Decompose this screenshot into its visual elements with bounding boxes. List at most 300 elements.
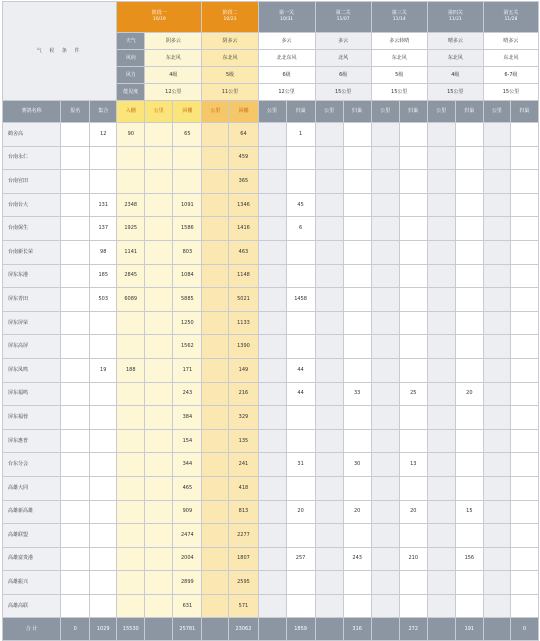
cell-value: [145, 547, 173, 571]
weather-value: 15公里: [427, 84, 483, 101]
total-value: [427, 618, 455, 641]
cell-value: [258, 217, 286, 241]
cell-value: [510, 406, 538, 430]
cell-value: 44: [286, 382, 315, 406]
cell-value: 503: [90, 288, 117, 312]
cell-value: 20: [286, 500, 315, 524]
column-header: 公里: [483, 101, 510, 123]
table-row: [3, 311, 539, 335]
column-header: 公里: [258, 101, 286, 123]
cell-value: [145, 382, 173, 406]
cell-value: [202, 264, 229, 288]
cell-value: 5021: [229, 288, 258, 312]
table-row: [3, 406, 539, 430]
cell-value: [510, 264, 538, 288]
cell-value: [343, 358, 371, 382]
cell-value: [61, 217, 90, 241]
cell-value: [455, 358, 483, 382]
total-value: 191: [455, 618, 483, 641]
cell-value: 6: [286, 217, 315, 241]
cell-value: 243: [343, 547, 371, 571]
loft-name: 屏东东港: [3, 264, 61, 288]
cell-value: [61, 240, 90, 264]
cell-value: 1: [286, 123, 315, 147]
cell-value: [202, 453, 229, 477]
cell-value: [427, 264, 455, 288]
cell-value: [427, 524, 455, 548]
cell-value: [258, 311, 286, 335]
cell-value: [483, 500, 510, 524]
cell-value: 90: [117, 123, 145, 147]
weather-label: 风向: [117, 50, 145, 67]
cell-value: [427, 217, 455, 241]
column-header: 公里: [202, 101, 229, 123]
cell-value: [510, 594, 538, 618]
weather-value: 4级: [427, 67, 483, 84]
loft-name: 屏东惠普: [3, 429, 61, 453]
cell-value: [399, 123, 427, 147]
cell-value: [90, 429, 117, 453]
cell-value: [145, 193, 173, 217]
column-header: 公里: [145, 101, 173, 123]
cell-value: [90, 453, 117, 477]
cell-value: [286, 240, 315, 264]
weather-value: 晴多云: [483, 33, 538, 50]
cell-value: 137: [90, 217, 117, 241]
cell-value: [145, 453, 173, 477]
table-row: [3, 382, 539, 406]
cell-value: [145, 123, 173, 147]
cell-value: [399, 146, 427, 170]
cell-value: [399, 311, 427, 335]
weather-value: 4级: [145, 67, 202, 84]
cell-value: [145, 264, 173, 288]
cell-value: [371, 406, 399, 430]
cell-value: [286, 406, 315, 430]
cell-value: 20: [399, 500, 427, 524]
cell-value: [117, 146, 145, 170]
cell-value: [258, 335, 286, 359]
cell-value: [258, 240, 286, 264]
cell-value: [399, 406, 427, 430]
cell-value: [61, 429, 90, 453]
cell-value: [510, 240, 538, 264]
cell-value: [258, 453, 286, 477]
cell-value: [455, 406, 483, 430]
cell-value: [315, 476, 343, 500]
table-row: [3, 571, 539, 595]
cell-value: [286, 524, 315, 548]
cell-value: [427, 547, 455, 571]
cell-value: [483, 429, 510, 453]
column-header: 公里: [315, 101, 343, 123]
cell-value: [117, 524, 145, 548]
cell-value: [483, 547, 510, 571]
cell-value: [258, 170, 286, 194]
cell-value: 329: [229, 406, 258, 430]
cell-value: [315, 217, 343, 241]
cell-value: [343, 123, 371, 147]
cell-value: [202, 358, 229, 382]
cell-value: [202, 524, 229, 548]
total-value: [371, 618, 399, 641]
cell-value: [483, 524, 510, 548]
cell-value: [202, 476, 229, 500]
cell-value: 1091: [173, 193, 202, 217]
table-row: [3, 146, 539, 170]
cell-value: [371, 217, 399, 241]
total-row: [3, 618, 539, 641]
cell-value: [286, 594, 315, 618]
cell-value: [343, 335, 371, 359]
cell-value: [202, 240, 229, 264]
cell-value: [371, 358, 399, 382]
cell-value: [427, 170, 455, 194]
loft-name: 屏东福蓉: [3, 406, 61, 430]
cell-value: [258, 594, 286, 618]
cell-value: [258, 382, 286, 406]
cell-value: 1807: [229, 547, 258, 571]
cell-value: [117, 170, 145, 194]
cell-value: [399, 524, 427, 548]
cell-value: [510, 571, 538, 595]
table-row: [3, 170, 539, 194]
cell-value: [343, 311, 371, 335]
cell-value: 149: [229, 358, 258, 382]
cell-value: [483, 358, 510, 382]
cell-value: [510, 123, 538, 147]
loft-name: 鹤舍高: [3, 123, 61, 147]
cell-value: [343, 406, 371, 430]
table-row: [3, 500, 539, 524]
cell-value: [202, 335, 229, 359]
phase-header-row: [3, 2, 539, 33]
cell-value: [510, 547, 538, 571]
cell-value: 1148: [229, 264, 258, 288]
cell-value: [455, 170, 483, 194]
cell-value: 44: [286, 358, 315, 382]
total-label: 合 计: [3, 618, 61, 641]
cell-value: [202, 429, 229, 453]
cell-value: [315, 335, 343, 359]
cell-value: [202, 311, 229, 335]
cell-value: [483, 476, 510, 500]
cell-value: 171: [173, 358, 202, 382]
cell-value: 131: [90, 193, 117, 217]
cell-value: 1133: [229, 311, 258, 335]
cell-value: 2899: [173, 571, 202, 595]
weather-label: 风力: [117, 67, 145, 84]
cell-value: 1141: [117, 240, 145, 264]
weather-value: 东北风: [483, 50, 538, 67]
column-header: 集合: [90, 101, 117, 123]
cell-value: [399, 476, 427, 500]
cell-value: [483, 146, 510, 170]
total-value: [145, 618, 173, 641]
race-table: [2, 1, 539, 641]
cell-value: 1925: [117, 217, 145, 241]
cell-value: [510, 311, 538, 335]
table-row: [3, 429, 539, 453]
table-row: [3, 358, 539, 382]
cell-value: [315, 382, 343, 406]
cell-value: [202, 382, 229, 406]
cell-value: 2845: [117, 264, 145, 288]
cell-value: 98: [90, 240, 117, 264]
total-value: 25781: [173, 618, 202, 641]
cell-value: [61, 123, 90, 147]
cell-value: [371, 547, 399, 571]
cell-value: [173, 170, 202, 194]
cell-value: [90, 547, 117, 571]
weather-value: 6级: [315, 67, 371, 84]
cell-value: 813: [229, 500, 258, 524]
weather-value: 晴多云: [427, 33, 483, 50]
cell-value: [315, 193, 343, 217]
cell-value: [145, 217, 173, 241]
cell-value: 1586: [173, 217, 202, 241]
cell-value: [399, 358, 427, 382]
cell-value: [145, 524, 173, 548]
total-value: 316: [343, 618, 371, 641]
weather-label: 天气: [117, 33, 145, 50]
cell-value: [202, 571, 229, 595]
cell-value: [315, 453, 343, 477]
cell-value: [510, 453, 538, 477]
cell-value: [173, 146, 202, 170]
table-row: [3, 476, 539, 500]
loft-name: 台南官田: [3, 170, 61, 194]
cell-value: [90, 594, 117, 618]
cell-value: [117, 547, 145, 571]
total-value: [315, 618, 343, 641]
cell-value: [371, 146, 399, 170]
table-row: [3, 288, 539, 312]
table-row: [3, 123, 539, 147]
cell-value: [90, 170, 117, 194]
cell-value: [61, 382, 90, 406]
cell-value: [117, 571, 145, 595]
weather-value: 多云转晴: [371, 33, 427, 50]
loft-name: 高雄富贵港: [3, 547, 61, 571]
cell-value: [315, 288, 343, 312]
total-value: 1859: [286, 618, 315, 641]
cell-value: [455, 429, 483, 453]
cell-value: [258, 264, 286, 288]
cell-value: [145, 335, 173, 359]
cell-value: 210: [399, 547, 427, 571]
cell-value: [90, 335, 117, 359]
cell-value: [427, 382, 455, 406]
cell-value: [483, 193, 510, 217]
column-header: 报名: [61, 101, 90, 123]
cell-value: [145, 146, 173, 170]
cell-value: [202, 406, 229, 430]
weather-value: 6级: [258, 67, 315, 84]
cell-value: [455, 123, 483, 147]
cell-value: [427, 453, 455, 477]
cell-value: [371, 311, 399, 335]
weather-value: 11公里: [202, 84, 258, 101]
phase-header: 第四关 11/21: [427, 2, 483, 33]
total-value: 1029: [90, 618, 117, 641]
loft-name: 屏东凤鸣: [3, 358, 61, 382]
cell-value: [315, 146, 343, 170]
total-value: 0: [510, 618, 538, 641]
loft-name: 台东分会: [3, 453, 61, 477]
cell-value: [117, 429, 145, 453]
cell-value: 15: [455, 500, 483, 524]
cell-value: [343, 476, 371, 500]
cell-value: [117, 476, 145, 500]
weather-value: 12公里: [145, 84, 202, 101]
cell-value: 418: [229, 476, 258, 500]
cell-value: [117, 382, 145, 406]
cell-value: [145, 288, 173, 312]
cell-value: [399, 571, 427, 595]
weather-value: 15公里: [483, 84, 538, 101]
cell-value: [343, 429, 371, 453]
cell-value: 13: [399, 453, 427, 477]
total-value: 15530: [117, 618, 145, 641]
cell-value: [399, 264, 427, 288]
cell-value: 909: [173, 500, 202, 524]
cell-value: [427, 429, 455, 453]
cell-value: [483, 406, 510, 430]
cell-value: [510, 170, 538, 194]
cell-value: 465: [173, 476, 202, 500]
cell-value: [371, 524, 399, 548]
cell-value: [455, 335, 483, 359]
loft-name: 屏东高屏: [3, 335, 61, 359]
weather-value: 北北东风: [258, 50, 315, 67]
cell-value: 1250: [173, 311, 202, 335]
cell-value: [90, 406, 117, 430]
cell-value: [371, 476, 399, 500]
cell-value: [427, 123, 455, 147]
table-row: [3, 193, 539, 217]
cell-value: [145, 240, 173, 264]
cell-value: [483, 335, 510, 359]
cell-value: [286, 264, 315, 288]
cell-value: [343, 288, 371, 312]
cell-value: [343, 571, 371, 595]
cell-value: 2348: [117, 193, 145, 217]
cell-value: 30: [343, 453, 371, 477]
cell-value: [399, 240, 427, 264]
cell-value: 257: [286, 547, 315, 571]
cell-value: [315, 311, 343, 335]
cell-value: [455, 217, 483, 241]
cell-value: [427, 311, 455, 335]
weather-value: 阴多云: [202, 33, 258, 50]
cell-value: [90, 311, 117, 335]
weather-value: 6-7级: [483, 67, 538, 84]
cell-value: 12: [90, 123, 117, 147]
cell-value: [427, 500, 455, 524]
weather-value: 15公里: [315, 84, 371, 101]
cell-value: [258, 500, 286, 524]
cell-value: [258, 524, 286, 548]
loft-name: 高雄新高雄: [3, 500, 61, 524]
weather-value: 东北风: [427, 50, 483, 67]
cell-value: [117, 594, 145, 618]
cell-value: 2474: [173, 524, 202, 548]
cell-value: 1458: [286, 288, 315, 312]
cell-value: [371, 453, 399, 477]
weather-value: 东北风: [371, 50, 427, 67]
cell-value: [455, 193, 483, 217]
cell-value: 1416: [229, 217, 258, 241]
phase-header: 第一关 10/31: [258, 2, 315, 33]
cell-value: 1390: [229, 335, 258, 359]
cell-value: [399, 335, 427, 359]
cell-value: 65: [173, 123, 202, 147]
cell-value: [455, 476, 483, 500]
cell-value: [202, 193, 229, 217]
cell-value: [343, 170, 371, 194]
weather-value: 阴多云: [145, 33, 202, 50]
cell-value: [483, 240, 510, 264]
column-header: 公里: [427, 101, 455, 123]
cell-value: 188: [117, 358, 145, 382]
table-row: [3, 217, 539, 241]
cell-value: [315, 429, 343, 453]
cell-value: 1346: [229, 193, 258, 217]
cell-value: 6089: [117, 288, 145, 312]
cell-value: [315, 170, 343, 194]
cell-value: [61, 193, 90, 217]
cell-value: [399, 170, 427, 194]
column-header: 归巢: [510, 101, 538, 123]
weather-value: 东北风: [202, 50, 258, 67]
cell-value: 64: [229, 123, 258, 147]
cell-value: [455, 571, 483, 595]
cell-value: 2595: [229, 571, 258, 595]
cell-value: 20: [343, 500, 371, 524]
column-header: 入棚: [117, 101, 145, 123]
weather-value: 北风: [315, 50, 371, 67]
cell-value: [371, 594, 399, 618]
column-header: 归巢: [455, 101, 483, 123]
cell-value: [510, 288, 538, 312]
loft-name: 屏东屏荣: [3, 311, 61, 335]
cell-value: 1084: [173, 264, 202, 288]
cell-value: [202, 594, 229, 618]
cell-value: [202, 500, 229, 524]
cell-value: [61, 524, 90, 548]
cell-value: [399, 193, 427, 217]
cell-value: [258, 123, 286, 147]
cell-value: [61, 311, 90, 335]
cell-value: [399, 217, 427, 241]
cell-value: [371, 288, 399, 312]
table-row: [3, 240, 539, 264]
cell-value: [427, 335, 455, 359]
cell-value: [343, 594, 371, 618]
cell-value: [483, 594, 510, 618]
cell-value: [399, 594, 427, 618]
cell-value: [258, 288, 286, 312]
cell-value: [343, 240, 371, 264]
weather-value: 12公里: [258, 84, 315, 101]
cell-value: [483, 264, 510, 288]
cell-value: [61, 500, 90, 524]
column-header: 归巢: [399, 101, 427, 123]
cell-value: [258, 571, 286, 595]
cell-value: [117, 453, 145, 477]
table-row: [3, 264, 539, 288]
